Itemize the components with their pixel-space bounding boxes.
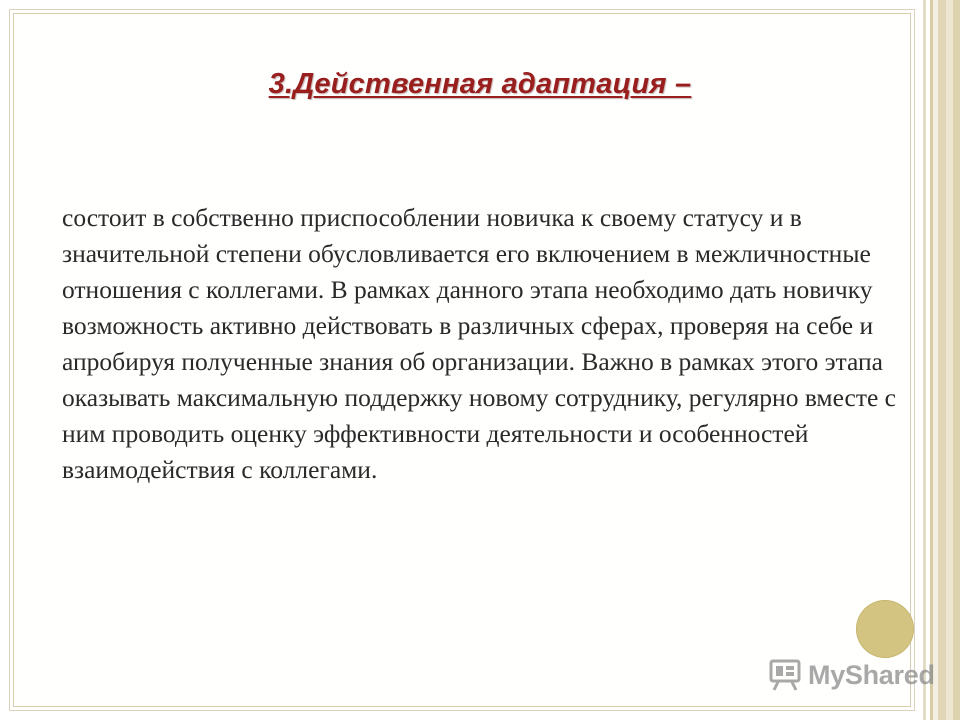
watermark-text: MyShared: [808, 659, 935, 690]
decorative-side-stripes: [922, 0, 960, 720]
presentation-board-icon: [768, 658, 802, 692]
slide-body-text: состоит в собственно приспособлении новичка к своему статусу и в значительной степени обусловливается его включением в межличностные отношения с коллегами. В рамках данного этапа необходимо дать новичку возможность активно действовать в различных сферах, проверяя на себе и апробируя полученные знания об организации. Важно в рамках этого этапа оказывать максимальную поддержку новому сотруднику, регулярно вместе с ним проводить оценку эффективности деятельности и особенностей взаимодействия с коллегами.: [62, 203, 896, 484]
slide-title: 3.Действенная адаптация –: [268, 68, 692, 100]
watermark-logo: [768, 655, 935, 695]
decorative-circle: [856, 600, 914, 658]
